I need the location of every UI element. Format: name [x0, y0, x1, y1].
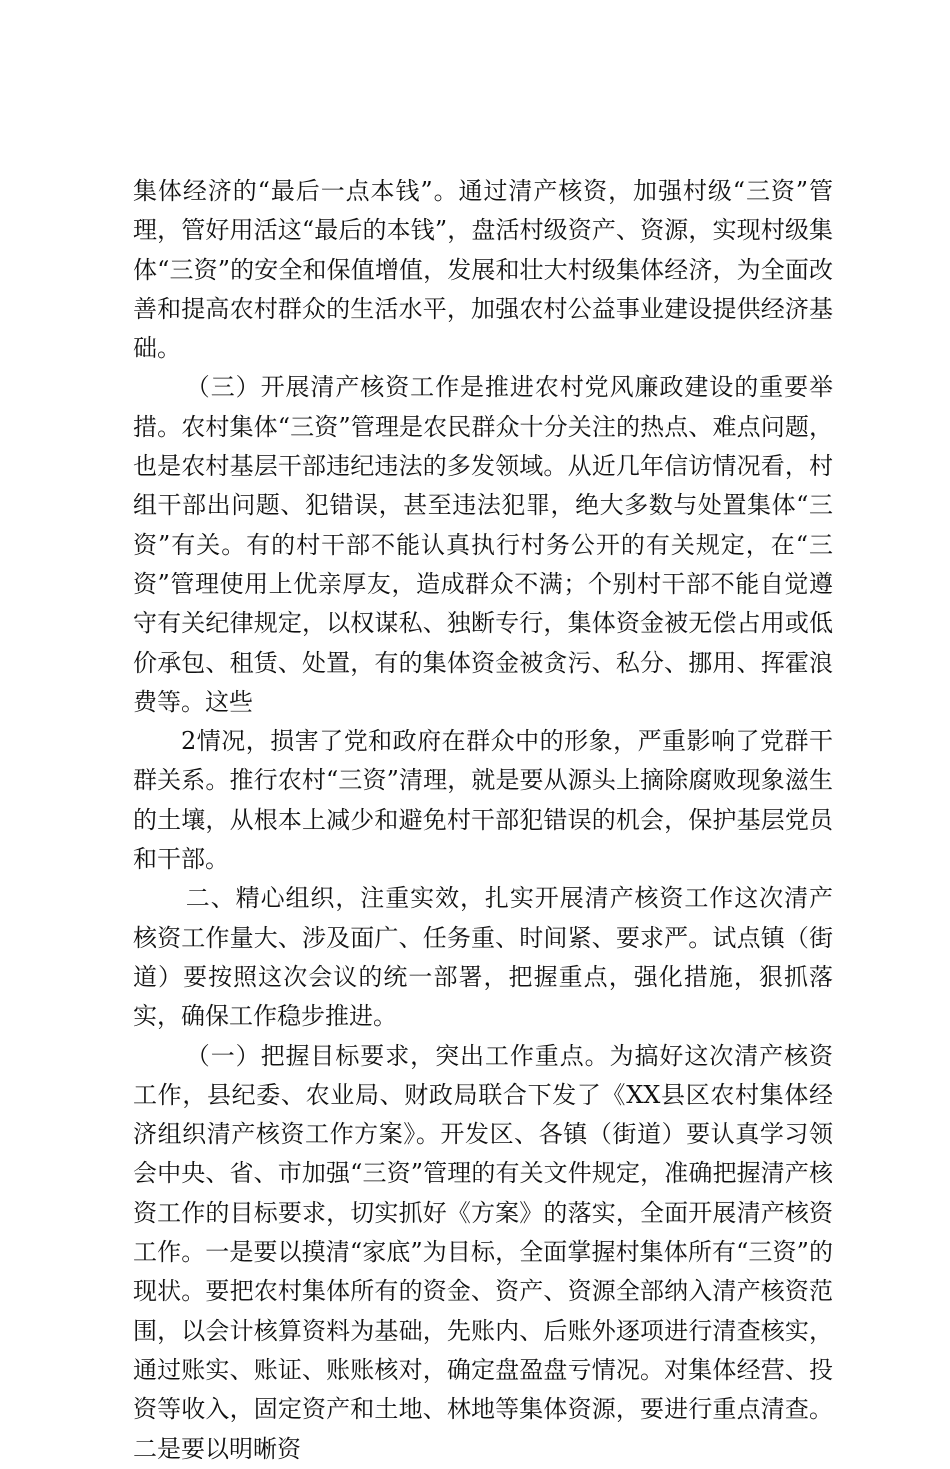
paragraph-section-1: （一）把握目标要求，突出工作重点。为搞好这次清产核资工作，县纪委、农业局、财政局联合下发了《XX县区农村集体经济组织清产核资工作方案》。开发区、各镇（街道）要认真学习领会中央、省、市加强“三资”管理的有关文件规定，准确把握清产核资工作的目标要求，切实抓好《方案》的落实，全面开展清产核资工作。一是要以摸清“家底”为目标，全面掌握村集体所有“三资”的现状。要把农村集体所有的资金、资产、资源全部纳入清产核资范围，以会计核算资料为基础，先账内、后账外逐项进行清查核实，通过账实、账证、账账核对，确定盘盈盘亏情况。对集体经营、投资等收入，固定资产和土地、林地等集体资源，要进行重点清查。二是要以明晰资 — [133, 1041, 833, 1463]
paragraph-heading-2: 二、精心组织，注重实效，扎实开展清产核资工作这次清产核资工作量大、涉及面广、任务重、时间紧、要求严。试点镇（街道）要按照这次会议的统一部署，把握重点，强化措施，狠抓落实，确保工作稳步推进。 — [133, 884, 833, 1031]
document-body — [133, 172, 833, 1469]
paragraph-continuation: 集体经济的“最后一点本钱”。通过清产核资，加强村级“三资”管理，管好用活这“最后的本钱”，盘活村级资产、资源，实现村级集体“三资”的安全和保值增值，发展和壮大村级集体经济，为全面改善和提高农村群众的生活水平，加强农村公益事业建设提供经济基础。 — [133, 177, 833, 363]
paragraph-section-3: （三）开展清产核资工作是推进农村党风廉政建设的重要举措。农村集体“三资”管理是农民群众十分关注的热点、难点问题，也是农村基层干部违纪违法的多发领域。从近几年信访情况看，村组干部出问题、犯错误，甚至违法犯罪，绝大多数与处置集体“三资”有关。有的村干部不能认真执行村务公开的有关规定，在“三资”管理使用上优亲厚友，造成群众不满；个别村干部不能自觉遵守有关纪律规定，以权谋私、独断专行，集体资金被无偿占用或低价承包、租赁、处置，有的集体资金被贪污、私分、挪用、挥霍浪费等。这些 — [133, 373, 833, 716]
paragraph-page-2-start: 2情况，损害了党和政府在群众中的形象，严重影响了党群干群关系。推行农村“三资”清理，就是要从源头上摘除腐败现象滋生的土壤，从根本上减少和避免村干部犯错误的机会，保护基层党员和干部。 — [133, 727, 833, 874]
